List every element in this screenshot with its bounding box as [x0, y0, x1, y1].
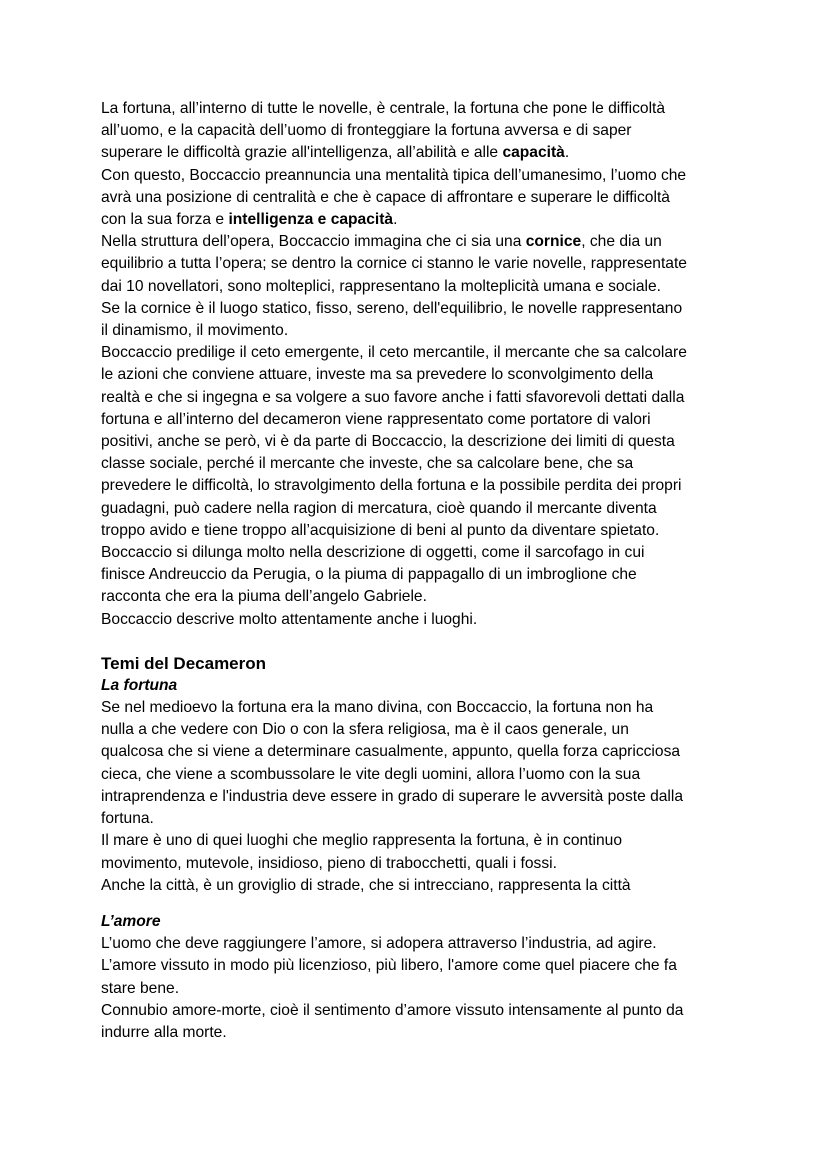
- intro-section: [101, 98, 741, 631]
- text-run: superare le difficoltà grazie all'intelligenza, all’abilità e alle: [101, 144, 503, 162]
- bold-text: intelligenza e capacità: [228, 211, 394, 229]
- paragraph-line: Connubio amore-morte, cioè il sentimento d’amore vissuto intensamente al punto da: [101, 1001, 684, 1019]
- paragraph-line: Con questo, Boccaccio preannuncia una mentalità tipica dell’umanesimo, l’uomo che: [101, 166, 687, 184]
- text-run: .: [564, 144, 570, 162]
- paragraph-line: cieca, che viene a scombussolare le vite degli uomini, allora l’uomo con la sua: [101, 765, 641, 783]
- paragraph-line: prevedere le difficoltà, lo stravolgimento della fortuna e la possibile perdita dei propri: [101, 477, 682, 495]
- paragraph-line: finisce Andreuccio da Perugia, o la piuma di pappagallo di un imbroglione che: [101, 566, 637, 584]
- paragraph-line: equilibrio a tutta l’opera; se dentro la cornice ci stanno le varie novelle, rappresentate: [101, 255, 687, 273]
- paragraph-line: L’amore vissuto in modo più licenzioso, più libero, l'amore come quel piacere che fa: [101, 957, 677, 975]
- paragraph-line: Boccaccio descrive molto attentamente anche i luoghi.: [101, 610, 478, 628]
- paragraph-line: stare bene.: [101, 979, 180, 997]
- paragraph-line: L’uomo che deve raggiungere l’amore, si adopera attraverso l’industria, ad agire.: [101, 935, 657, 953]
- paragraph-line: dai 10 novellatori, sono molteplici, rappresentano la molteplicità umana e sociale.: [101, 277, 661, 295]
- paragraph-line: Boccaccio si dilunga molto nella descrizione di oggetti, come il sarcofago in cui: [101, 544, 645, 562]
- amore-subsection: [101, 911, 741, 1044]
- section-spacer: [101, 631, 741, 653]
- paragraph-line: avrà una posizione di centralità e che è capace di affrontare e superare le difficoltà: [101, 188, 670, 206]
- paragraph-line: fortuna e all’interno del decameron viene rappresentato come portatore di valori: [101, 410, 651, 428]
- paragraph-line: il dinamismo, il movimento.: [101, 322, 289, 340]
- paragraph-line: racconta che era la piuma dell’angelo Gabriele.: [101, 588, 427, 606]
- paragraph-line: qualcosa che si viene a determinare casualmente, appunto, quella forza capricciosa: [101, 743, 681, 761]
- paragraph-line: guadagni, può cadere nella ragion di mercatura, cioè quando il mercante diventa: [101, 499, 657, 517]
- subsection-heading: La fortuna: [101, 676, 178, 694]
- subsection-heading: L’amore: [101, 912, 161, 930]
- text-run: Nella struttura dell’opera, Boccaccio immagina che ci sia una: [101, 233, 526, 251]
- bold-text: capacità: [502, 144, 565, 162]
- paragraph-line: nulla a che vedere con Dio o con la sfera religiosa, ma è il caos generale, un: [101, 721, 629, 739]
- document-body: [101, 98, 741, 1044]
- paragraph-line: Boccaccio predilige il ceto emergente, il ceto mercantile, il mercante che sa calcolare: [101, 344, 687, 362]
- text-run: con la sua forza e: [101, 211, 229, 229]
- paragraph-line: classe sociale, perché il mercante che investe, che sa calcolare bene, che sa: [101, 455, 634, 473]
- paragraph-line: La fortuna, all’interno di tutte le novelle, è centrale, la fortuna che pone le difficoltà: [101, 100, 666, 117]
- paragraph-line: realtà e che si ingegna e sa volgere a suo favore anche i fatti sfavorevoli dettati dalla: [101, 388, 685, 406]
- paragraph-line: fortuna.: [101, 810, 154, 828]
- paragraph-line: movimento, mutevole, insidioso, pieno di trabocchetti, quali i fossi.: [101, 854, 557, 872]
- paragraph-line: Anche la città, è un groviglio di strade, che si intrecciano, rappresenta la città: [101, 876, 631, 894]
- subsection-spacer: [101, 897, 741, 911]
- paragraph-line: Se la cornice è il luogo statico, fisso, sereno, dell'equilibrio, le novelle rappresentano: [101, 299, 683, 317]
- paragraph-line: le azioni che conviene attuare, investe ma sa prevedere lo sconvolgimento della: [101, 366, 654, 384]
- paragraph-line: indurre alla morte.: [101, 1023, 227, 1041]
- paragraph-line: [101, 231, 741, 253]
- fortuna-subsection: [101, 675, 741, 897]
- paragraph-line: [101, 142, 741, 164]
- bold-text: cornice: [525, 233, 582, 251]
- paragraph-line: Il mare è uno di quei luoghi che meglio rappresenta la fortuna, è in continuo: [101, 832, 622, 850]
- paragraph-line: all’uomo, e la capacità dell’uomo di fronteggiare la fortuna avversa e di saper: [101, 122, 632, 140]
- paragraph-line: troppo avido e tiene troppo all’acquisizione di beni al punto da diventare spietato.: [101, 521, 660, 539]
- temi-section: [101, 653, 741, 1044]
- paragraph-line: [101, 209, 741, 231]
- text-run: .: [393, 211, 398, 229]
- paragraph-line: positivi, anche se però, vi è da parte di Boccaccio, la descrizione dei limiti di questa: [101, 433, 675, 451]
- paragraph-line: intraprendenza e l'industria deve essere in grado di superare le avversità poste dalla: [101, 787, 684, 805]
- text-run: , che dia un: [581, 233, 662, 251]
- section-heading: Temi del Decameron: [101, 653, 267, 673]
- paragraph-line: Se nel medioevo la fortuna era la mano divina, con Boccaccio, la fortuna non ha: [101, 699, 654, 717]
